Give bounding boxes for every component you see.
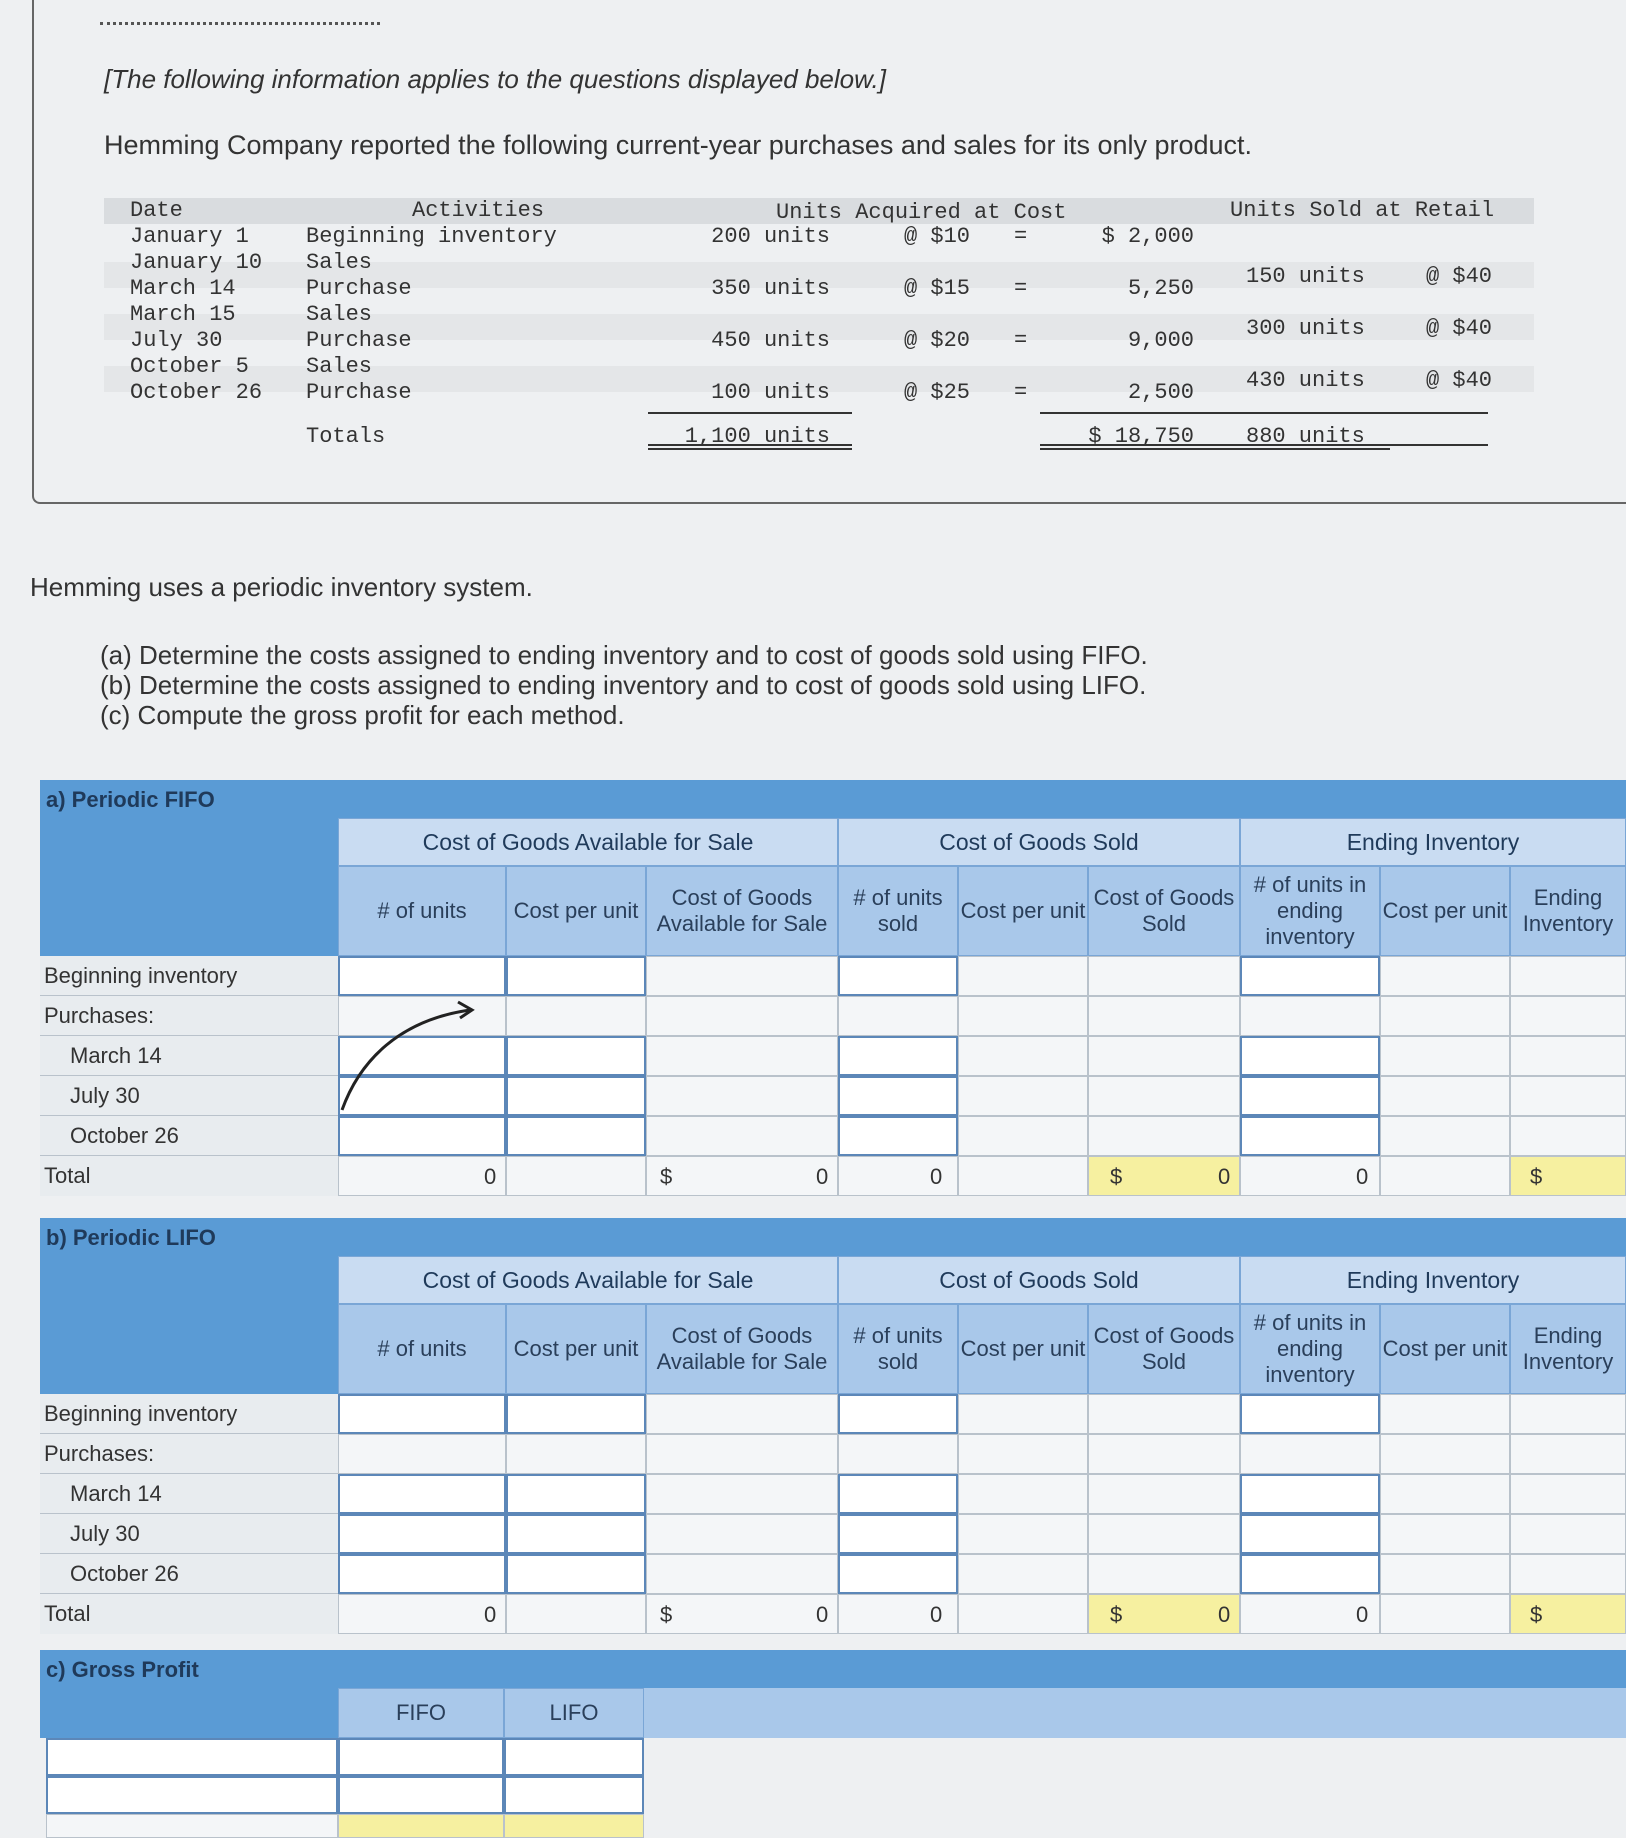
lifo-row-total-c4[interactable] <box>958 1594 1088 1634</box>
fifo-row-march-14-c8[interactable] <box>1510 1036 1626 1076</box>
lifo-row-march-14-c8[interactable] <box>1510 1474 1626 1514</box>
cell-equals: = <box>1014 224 1028 249</box>
header-date: Date <box>130 198 183 223</box>
fifo-total-cogs-symbol: $ <box>1110 1164 1123 1189</box>
lifo-total-ending-symbol: $ <box>1530 1602 1543 1627</box>
fifo-group-sold: Cost of Goods Sold <box>838 818 1240 866</box>
fifo-row-purchases-c3[interactable] <box>838 996 958 1036</box>
fifo-row-march-14-c7[interactable] <box>1380 1036 1510 1076</box>
lifo-row-october-26-c6[interactable] <box>1240 1554 1380 1594</box>
cell-unit-cost: @ $20 <box>904 328 971 353</box>
lifo-row-october-26-c0[interactable] <box>338 1554 506 1594</box>
fifo-row-beginning-inventory-c2[interactable] <box>646 956 838 996</box>
lifo-col-units-ending: # of units in ending inventory <box>1240 1304 1380 1394</box>
lifo-row-total-c1[interactable] <box>506 1594 646 1634</box>
cell-units-sold: 150 units <box>1246 264 1365 289</box>
gross-lifo-input-2[interactable] <box>504 1776 644 1814</box>
fifo-row-beginning-inventory-c8[interactable] <box>1510 956 1626 996</box>
fifo-total-cogs: 0 <box>1218 1164 1231 1189</box>
lifo-row-beginning-inventory-c2[interactable] <box>646 1394 838 1434</box>
cell-activity: Beginning inventory <box>306 224 557 249</box>
fifo-col-cogas: Cost of Goods Available for Sale <box>646 866 838 956</box>
lifo-row-march-14-c2[interactable] <box>646 1474 838 1514</box>
fifo-row-beginning-inventory-c5[interactable] <box>1088 956 1240 996</box>
cell-activity: Purchase <box>306 276 412 301</box>
lifo-col-ending-inventory: Ending Inventory <box>1510 1304 1626 1394</box>
lifo-row-beginning-inventory-label: Beginning inventory <box>40 1394 338 1434</box>
fifo-row-october-26-c2[interactable] <box>646 1116 838 1156</box>
cell-units-acquired: 450 units <box>711 328 830 353</box>
lifo-total-avail: 0 <box>816 1602 829 1627</box>
lifo-group-ending: Ending Inventory <box>1240 1256 1626 1304</box>
lifo-row-beginning-inventory-c3[interactable] <box>838 1394 958 1434</box>
cell-date: January 10 <box>130 250 263 275</box>
lifo-row-july-30-c2[interactable] <box>646 1514 838 1554</box>
lifo-row-july-30-c8[interactable] <box>1510 1514 1626 1554</box>
cell-activity: Sales <box>306 302 373 327</box>
gross-lifo-input-1[interactable] <box>504 1738 644 1776</box>
gross-header-blank <box>40 1688 338 1738</box>
col-fifo: FIFO <box>338 1688 504 1738</box>
lifo-row-july-30-c7[interactable] <box>1380 1514 1510 1554</box>
fifo-row-total-c0[interactable] <box>338 1156 506 1196</box>
question-list <box>100 640 1148 730</box>
fifo-col-units-ending: # of units in ending inventory <box>1240 866 1380 956</box>
fifo-row-july-30-c6[interactable] <box>1240 1076 1380 1116</box>
fifo-group-ending: Ending Inventory <box>1240 818 1626 866</box>
fifo-row-purchases-c5[interactable] <box>1088 996 1240 1036</box>
totals-label: Totals <box>306 424 386 449</box>
lifo-row-october-26-c3[interactable] <box>838 1554 958 1594</box>
lifo-row-march-14-c6[interactable] <box>1240 1474 1380 1514</box>
fifo-row-purchases-c2[interactable] <box>646 996 838 1036</box>
gross-label-input-3[interactable] <box>46 1814 338 1838</box>
lifo-title: b) Periodic LIFO <box>46 1225 216 1250</box>
fifo-row-october-26-c0[interactable] <box>338 1116 506 1156</box>
lifo-group-available: Cost of Goods Available for Sale <box>338 1256 838 1304</box>
lifo-col-cost-per-unit-ending: Cost per unit <box>1380 1304 1510 1394</box>
cell-activity: Purchase <box>306 328 412 353</box>
lifo-row-total-c2[interactable] <box>646 1594 838 1634</box>
cell-equals: = <box>1014 380 1028 405</box>
lifo-row-purchases-c3[interactable] <box>838 1434 958 1474</box>
gross-header-fill <box>644 1688 1626 1738</box>
lifo-row-july-30-c0[interactable] <box>338 1514 506 1554</box>
fifo-row-july-30-c8[interactable] <box>1510 1076 1626 1116</box>
lifo-col-units: # of units <box>338 1304 506 1394</box>
lifo-total-cogs-symbol: $ <box>1110 1602 1123 1627</box>
lifo-row-beginning-inventory-c1[interactable] <box>506 1394 646 1434</box>
fifo-row-total-c8[interactable] <box>1510 1156 1626 1196</box>
totals-units: 1,100 units <box>684 424 830 449</box>
fifo-row-july-30-c1[interactable] <box>506 1076 646 1116</box>
lifo-row-july-30-c1[interactable] <box>506 1514 646 1554</box>
fifo-title: a) Periodic FIFO <box>46 787 215 812</box>
fifo-row-october-26-c7[interactable] <box>1380 1116 1510 1156</box>
gross-fifo-total[interactable] <box>338 1814 504 1838</box>
lifo-row-july-30-c6[interactable] <box>1240 1514 1380 1554</box>
fifo-row-beginning-inventory-c6[interactable] <box>1240 956 1380 996</box>
cell-total-cost: 9,000 <box>1127 328 1194 353</box>
totals-units-sold: 880 units <box>1246 424 1365 449</box>
cell-date: March 14 <box>130 276 236 301</box>
fifo-row-beginning-inventory-c4[interactable] <box>958 956 1088 996</box>
fifo-row-july-30-label: July 30 <box>40 1076 338 1116</box>
fifo-row-october-26-c3[interactable] <box>838 1116 958 1156</box>
lifo-col-cost-per-unit: Cost per unit <box>506 1304 646 1394</box>
fifo-row-july-30-c5[interactable] <box>1088 1076 1240 1116</box>
lifo-row-march-14-c4[interactable] <box>958 1474 1088 1514</box>
lifo-total-cogs: 0 <box>1218 1602 1231 1627</box>
fifo-col-cost-per-unit: Cost per unit <box>506 866 646 956</box>
fifo-row-total-c2[interactable] <box>646 1156 838 1196</box>
lifo-row-march-14-c1[interactable] <box>506 1474 646 1514</box>
lifo-row-october-26-c1[interactable] <box>506 1554 646 1594</box>
fifo-col-units: # of units <box>338 866 506 956</box>
fifo-total-units-ending: 0 <box>1356 1164 1369 1189</box>
cell-units-sold: 430 units <box>1246 368 1365 393</box>
lifo-row-purchases-c1[interactable] <box>506 1434 646 1474</box>
lifo-row-july-30-c5[interactable] <box>1088 1514 1240 1554</box>
lifo-col-cogs: Cost of Goods Sold <box>1088 1304 1240 1394</box>
fifo-row-july-30-c7[interactable] <box>1380 1076 1510 1116</box>
cell-unit-cost: @ $15 <box>904 276 971 301</box>
lifo-row-july-30-c3[interactable] <box>838 1514 958 1554</box>
fifo-row-beginning-inventory-c7[interactable] <box>1380 956 1510 996</box>
fifo-row-march-14-c4[interactable] <box>958 1036 1088 1076</box>
fifo-row-total-c7[interactable] <box>1380 1156 1510 1196</box>
lifo-header-blank <box>40 1256 338 1394</box>
lifo-row-beginning-inventory-c5[interactable] <box>1088 1394 1240 1434</box>
fifo-total-units-sold: 0 <box>930 1164 943 1189</box>
fifo-col-units-sold: # of units sold <box>838 866 958 956</box>
fifo-total-avail: 0 <box>816 1164 829 1189</box>
purchase-sales-table <box>104 198 1534 464</box>
lifo-row-march-14-c3[interactable] <box>838 1474 958 1514</box>
gross-label-input-1[interactable] <box>46 1738 338 1776</box>
cell-units-acquired: 100 units <box>711 380 830 405</box>
fifo-total-units: 0 <box>484 1164 497 1189</box>
fifo-row-october-26-c4[interactable] <box>958 1116 1088 1156</box>
cell-total-cost: $ 2,000 <box>1101 224 1194 249</box>
lifo-row-march-14-c5[interactable] <box>1088 1474 1240 1514</box>
fifo-row-total-label: Total <box>40 1156 338 1196</box>
fifo-row-october-26-c1[interactable] <box>506 1116 646 1156</box>
fifo-row-july-30-c2[interactable] <box>646 1076 838 1116</box>
lifo-row-october-26-label: October 26 <box>40 1554 338 1594</box>
underline-rule <box>648 444 852 446</box>
fifo-worksheet <box>40 780 1626 1200</box>
cell-date: January 1 <box>130 224 249 249</box>
fifo-title-bar <box>40 780 1626 818</box>
fifo-row-total-c4[interactable] <box>958 1156 1088 1196</box>
question-a: (a) Determine the costs assigned to ending inventory and to cost of goods sold using FIFO. <box>100 640 1148 670</box>
fifo-row-july-30-c4[interactable] <box>958 1076 1088 1116</box>
lifo-row-purchases-c8[interactable] <box>1510 1434 1626 1474</box>
fifo-group-available: Cost of Goods Available for Sale <box>338 818 838 866</box>
cell-units-acquired: 350 units <box>711 276 830 301</box>
cell-date: October 26 <box>130 380 263 405</box>
cell-date: March 15 <box>130 302 236 327</box>
lifo-row-july-30-c4[interactable] <box>958 1514 1088 1554</box>
fifo-row-october-26-c6[interactable] <box>1240 1116 1380 1156</box>
fifo-row-purchases-c6[interactable] <box>1240 996 1380 1036</box>
lifo-total-units: 0 <box>484 1602 497 1627</box>
header-units-acquired: Units Acquired at Cost <box>776 200 1067 225</box>
cell-unit-cost: @ $10 <box>904 224 971 249</box>
fifo-col-cogs: Cost of Goods Sold <box>1088 866 1240 956</box>
fifo-row-total-c1[interactable] <box>506 1156 646 1196</box>
header-units-sold: Units Sold at Retail <box>1230 198 1495 223</box>
cell-units-acquired: 200 units <box>711 224 830 249</box>
fifo-row-march-14-c3[interactable] <box>838 1036 958 1076</box>
fifo-row-march-14-c2[interactable] <box>646 1036 838 1076</box>
gross-lifo-total[interactable] <box>504 1814 644 1838</box>
lifo-total-avail-symbol: $ <box>660 1602 673 1627</box>
gross-profit-title: c) Gross Profit <box>46 1657 199 1682</box>
cell-equals: = <box>1014 276 1028 301</box>
gross-fifo-input-2[interactable] <box>338 1776 504 1814</box>
fifo-row-october-26-label: October 26 <box>40 1116 338 1156</box>
lifo-row-october-26-c7[interactable] <box>1380 1554 1510 1594</box>
gross-profit-bar <box>40 1650 1626 1688</box>
lifo-row-march-14-label: March 14 <box>40 1474 338 1514</box>
lifo-total-units-sold: 0 <box>930 1602 943 1627</box>
fifo-total-ending-symbol: $ <box>1530 1164 1543 1189</box>
fifo-row-october-26-c5[interactable] <box>1088 1116 1240 1156</box>
lifo-row-beginning-inventory-c6[interactable] <box>1240 1394 1380 1434</box>
cell-equals: = <box>1014 328 1028 353</box>
lifo-worksheet <box>40 1218 1626 1638</box>
fifo-row-beginning-inventory-c3[interactable] <box>838 956 958 996</box>
gross-profit-section <box>40 1650 1626 1838</box>
underline-rule <box>1040 448 1390 450</box>
fifo-row-purchases-c7[interactable] <box>1380 996 1510 1036</box>
fifo-row-beginning-inventory-label: Beginning inventory <box>40 956 338 996</box>
fifo-row-beginning-inventory-c1[interactable] <box>506 956 646 996</box>
lifo-row-purchases-c2[interactable] <box>646 1434 838 1474</box>
fifo-header-blank <box>40 818 338 956</box>
lifo-row-purchases-c6[interactable] <box>1240 1434 1380 1474</box>
underline-rule <box>1246 412 1488 414</box>
fifo-row-purchases-c8[interactable] <box>1510 996 1626 1036</box>
lifo-row-purchases-c7[interactable] <box>1380 1434 1510 1474</box>
lifo-row-october-26-c8[interactable] <box>1510 1554 1626 1594</box>
fifo-row-march-14-c5[interactable] <box>1088 1036 1240 1076</box>
lifo-row-october-26-c5[interactable] <box>1088 1554 1240 1594</box>
question-b: (b) Determine the costs assigned to ending inventory and to cost of goods sold using LIFO. <box>100 670 1147 700</box>
col-lifo: LIFO <box>504 1688 644 1738</box>
cell-total-cost: 5,250 <box>1127 276 1194 301</box>
cell-retail-price: @ $40 <box>1426 316 1493 341</box>
cell-activity: Sales <box>306 250 373 275</box>
cell-retail-price: @ $40 <box>1426 368 1493 393</box>
intro-text: [The following information applies to the questions displayed below.] <box>104 64 886 94</box>
fifo-col-ending-inventory: Ending Inventory <box>1510 866 1626 956</box>
lifo-row-total-label: Total <box>40 1594 338 1634</box>
lifo-row-purchases-label: Purchases: <box>40 1434 338 1474</box>
pen-mark-icon <box>330 990 490 1120</box>
lifo-row-purchases-c0[interactable] <box>338 1434 506 1474</box>
lifo-row-july-30-label: July 30 <box>40 1514 338 1554</box>
lifo-row-march-14-c7[interactable] <box>1380 1474 1510 1514</box>
cell-total-cost: 2,500 <box>1127 380 1194 405</box>
fifo-col-cost-per-unit-sold: Cost per unit <box>958 866 1088 956</box>
lifo-row-purchases-c5[interactable] <box>1088 1434 1240 1474</box>
underline-rule <box>648 448 852 450</box>
fifo-row-purchases-c1[interactable] <box>506 996 646 1036</box>
header-activities: Activities <box>412 198 545 223</box>
cell-retail-price: @ $40 <box>1426 264 1493 289</box>
lifo-row-beginning-inventory-c4[interactable] <box>958 1394 1088 1434</box>
totals-cost: $ 18,750 <box>1088 424 1194 449</box>
underline-rule <box>1246 444 1488 446</box>
periodic-note: Hemming uses a periodic inventory system. <box>30 572 533 602</box>
gross-label-input-2[interactable] <box>46 1776 338 1814</box>
lifo-row-beginning-inventory-c8[interactable] <box>1510 1394 1626 1434</box>
lifo-title-bar <box>40 1218 1626 1256</box>
cell-activity: Sales <box>306 354 373 379</box>
fifo-row-march-14-c1[interactable] <box>506 1036 646 1076</box>
cell-date: July 30 <box>130 328 223 353</box>
lead-text: Hemming Company reported the following current-year purchases and sales for its only product. <box>104 130 1253 160</box>
lifo-col-cost-per-unit-sold: Cost per unit <box>958 1304 1088 1394</box>
lifo-col-cogas: Cost of Goods Available for Sale <box>646 1304 838 1394</box>
lifo-row-beginning-inventory-c0[interactable] <box>338 1394 506 1434</box>
lifo-row-total-c8[interactable] <box>1510 1594 1626 1634</box>
cell-date: October 5 <box>130 354 249 379</box>
lifo-group-sold: Cost of Goods Sold <box>838 1256 1240 1304</box>
lifo-total-units-ending: 0 <box>1356 1602 1369 1627</box>
fifo-row-march-14-c6[interactable] <box>1240 1036 1380 1076</box>
cell-units-sold: 300 units <box>1246 316 1365 341</box>
question-c: (c) Compute the gross profit for each method. <box>100 700 625 730</box>
fifo-col-cost-per-unit-ending: Cost per unit <box>1380 866 1510 956</box>
lifo-row-total-c0[interactable] <box>338 1594 506 1634</box>
lifo-row-total-c7[interactable] <box>1380 1594 1510 1634</box>
lifo-row-purchases-c4[interactable] <box>958 1434 1088 1474</box>
fifo-total-avail-symbol: $ <box>660 1164 673 1189</box>
fifo-row-purchases-c4[interactable] <box>958 996 1088 1036</box>
lifo-row-march-14-c0[interactable] <box>338 1474 506 1514</box>
lifo-row-october-26-c4[interactable] <box>958 1554 1088 1594</box>
fifo-row-october-26-c8[interactable] <box>1510 1116 1626 1156</box>
fifo-row-purchases-label: Purchases: <box>40 996 338 1036</box>
cell-activity: Purchase <box>306 380 412 405</box>
lifo-col-units-sold: # of units sold <box>838 1304 958 1394</box>
underline-rule <box>648 412 852 414</box>
fifo-row-july-30-c3[interactable] <box>838 1076 958 1116</box>
lifo-row-october-26-c2[interactable] <box>646 1554 838 1594</box>
lifo-row-beginning-inventory-c7[interactable] <box>1380 1394 1510 1434</box>
fifo-row-march-14-label: March 14 <box>40 1036 338 1076</box>
gross-fifo-input-1[interactable] <box>338 1738 504 1776</box>
cell-unit-cost: @ $25 <box>904 380 971 405</box>
